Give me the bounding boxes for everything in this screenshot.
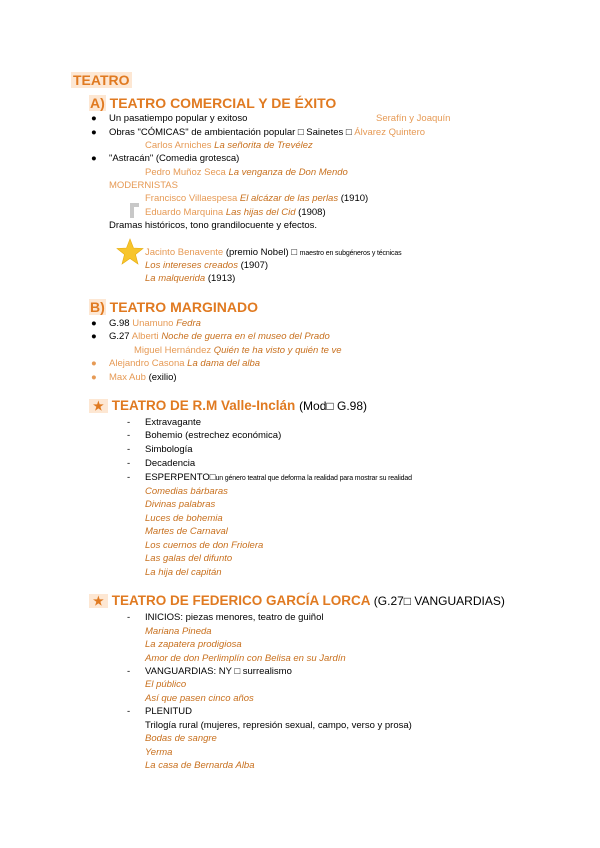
a-line8 [145, 208, 326, 218]
bullet: ● [91, 318, 97, 329]
c-work: Las galas del difunto [145, 553, 233, 564]
b-line2-work: Noche de guerra en el museo del Prado [161, 331, 330, 342]
b-line5 [109, 373, 177, 383]
c-item: Bohemio (estrechez económica) [145, 430, 282, 441]
a-line11-work: Los intereses creados [145, 260, 238, 271]
a-line2-text: Obras "CÓMICAS" de ambientación popular □ Sainetes □ [109, 127, 355, 138]
a-line5-work: La venganza de Don Mendo [228, 167, 348, 178]
a-line12-year: (1913) [207, 273, 236, 284]
dash: - [127, 706, 131, 717]
bullet: ● [91, 372, 97, 383]
bullet: ● [91, 153, 97, 164]
d-inicios-label: INICIOS: piezas menores, teatro de guiñol [145, 612, 324, 623]
b-line5-author: Max Aub [109, 372, 146, 383]
a-line12-work: La malquerida [145, 273, 206, 284]
a-line7-year: (1910) [340, 193, 369, 204]
d-work: Así que pasen cinco años [145, 693, 254, 704]
star-icon [116, 238, 144, 266]
bullet: ● [91, 358, 97, 369]
b-line2-label: G.27 [109, 331, 130, 342]
d-work: La zapatera prodigiosa [145, 639, 242, 650]
d-work: La casa de Bernarda Alba [145, 760, 255, 771]
b-line3-work: Quién te ha visto y quién te ve [213, 345, 342, 356]
c-esperpento-label: ESPERPENTO□ [145, 472, 216, 483]
a-line8-work: Las hijas del Cid [225, 207, 296, 218]
dash: - [127, 472, 131, 483]
dash: - [127, 458, 131, 469]
a-line10-note: (premio Nobel) □ [225, 247, 298, 258]
a-line3-author: Carlos Arniches [145, 140, 212, 151]
d-work: Mariana Pineda [145, 626, 212, 637]
section-b-heading [89, 300, 258, 314]
section-c-heading [89, 399, 367, 413]
page-title: TEATRO [73, 72, 130, 88]
d-plenitud-label: PLENITUD [145, 706, 192, 717]
section-b-title: TEATRO MARGINADO [109, 299, 258, 315]
section-c-note: (Mod□ G.98) [299, 399, 367, 413]
b-line2 [109, 332, 330, 342]
d-work: Amor de don Perlimplín con Belisa en su Jardín [145, 653, 346, 664]
a-line1-author: Serafín y Joaquín [376, 113, 451, 124]
b-line5-note: (exilio) [148, 372, 177, 383]
star-icon: ★ [89, 594, 108, 608]
b-line2-author: Alberti [131, 331, 159, 342]
a-line5 [145, 168, 348, 178]
c-item: Decadencia [145, 458, 196, 469]
section-d-note: (G.27□ VANGUARDIAS) [373, 594, 505, 608]
d-vanguardias-label: VANGUARDIAS: NY □ surrealismo [145, 666, 292, 677]
a-line10 [145, 248, 402, 258]
a-line7-author: Francisco Villaespesa [145, 193, 238, 204]
bullet: ● [91, 127, 97, 138]
section-a-heading [89, 96, 336, 110]
bullet: ● [91, 113, 97, 124]
c-esperpento [145, 473, 412, 483]
b-line3-author: Miguel Hernández [134, 345, 212, 356]
c-work: Luces de bohemia [145, 513, 223, 524]
a-line11 [145, 261, 268, 271]
c-item: Extravagante [145, 417, 201, 428]
a-line2 [109, 128, 425, 138]
a-line2-author: Álvarez Quintero [354, 127, 426, 138]
a-line8-author: Eduardo Marquina [145, 207, 224, 218]
bullet: ● [91, 331, 97, 342]
b-line1-label: G.98 [109, 318, 130, 329]
dash: - [127, 444, 131, 455]
d-plenitud-desc: Trilogía rural (mujeres, represión sexual, campo, verso y prosa) [145, 720, 412, 731]
b-line3 [134, 346, 342, 356]
a-line10-author: Jacinto Benavente [145, 247, 224, 258]
c-item: Simbología [145, 444, 193, 455]
a-line1-text: Un pasatiempo popular y exitoso [109, 113, 248, 124]
a-line7 [145, 194, 368, 204]
b-line1 [109, 319, 201, 329]
dash: - [127, 666, 131, 677]
section-b-letter: B) [90, 299, 105, 315]
d-work: Yerma [145, 747, 173, 758]
a-line3 [145, 141, 313, 151]
c-work: Comedias bárbaras [145, 486, 228, 497]
dash: - [127, 430, 131, 441]
section-c-title: TEATRO DE R.M Valle-Inclán [111, 398, 296, 413]
b-line1-author: Unamuno [132, 318, 174, 329]
dash: - [127, 612, 131, 623]
a-line8-year: (1908) [298, 207, 326, 218]
a-line12 [145, 274, 235, 284]
a-line9-text: Dramas históricos, tono grandilocuente y efectos. [109, 220, 318, 231]
b-line4-author: Alejandro Casona [109, 358, 185, 369]
a-line7-work: El alcázar de las perlas [239, 193, 339, 204]
section-a-letter: A) [90, 95, 105, 111]
a-modernistas-label: MODERNISTAS [109, 180, 178, 191]
c-work: Martes de Carnaval [145, 526, 228, 537]
d-work: Bodas de sangre [145, 733, 217, 744]
c-work: Los cuernos de don Friolera [145, 540, 264, 551]
b-line4-work: La dama del alba [187, 358, 261, 369]
section-d-heading [89, 594, 505, 608]
c-work: La hija del capitán [145, 567, 222, 578]
a-line4-text: "Astracán" (Comedia grotesca) [109, 153, 240, 164]
a-line11-year: (1907) [240, 260, 269, 271]
a-line10-small: maestro en subgéneros y técnicas [299, 250, 402, 257]
bracket-icon [127, 203, 140, 218]
star-icon: ★ [89, 399, 108, 413]
b-line1-work: Fedra [176, 318, 201, 329]
section-d-title: TEATRO DE FEDERICO GARCÍA LORCA [111, 593, 371, 608]
section-a-title: TEATRO COMERCIAL Y DE ÉXITO [109, 95, 337, 111]
b-line4 [109, 359, 260, 369]
d-work: El público [145, 679, 187, 690]
a-line3-work: La señorita de Trevélez [214, 140, 313, 151]
c-work: Divinas palabras [145, 499, 216, 510]
c-esperpento-small: un género teatral que deforma la realidad para mostrar su realidad [215, 475, 412, 482]
dash: - [127, 417, 131, 428]
a-line5-author: Pedro Muñoz Seca [145, 167, 226, 178]
